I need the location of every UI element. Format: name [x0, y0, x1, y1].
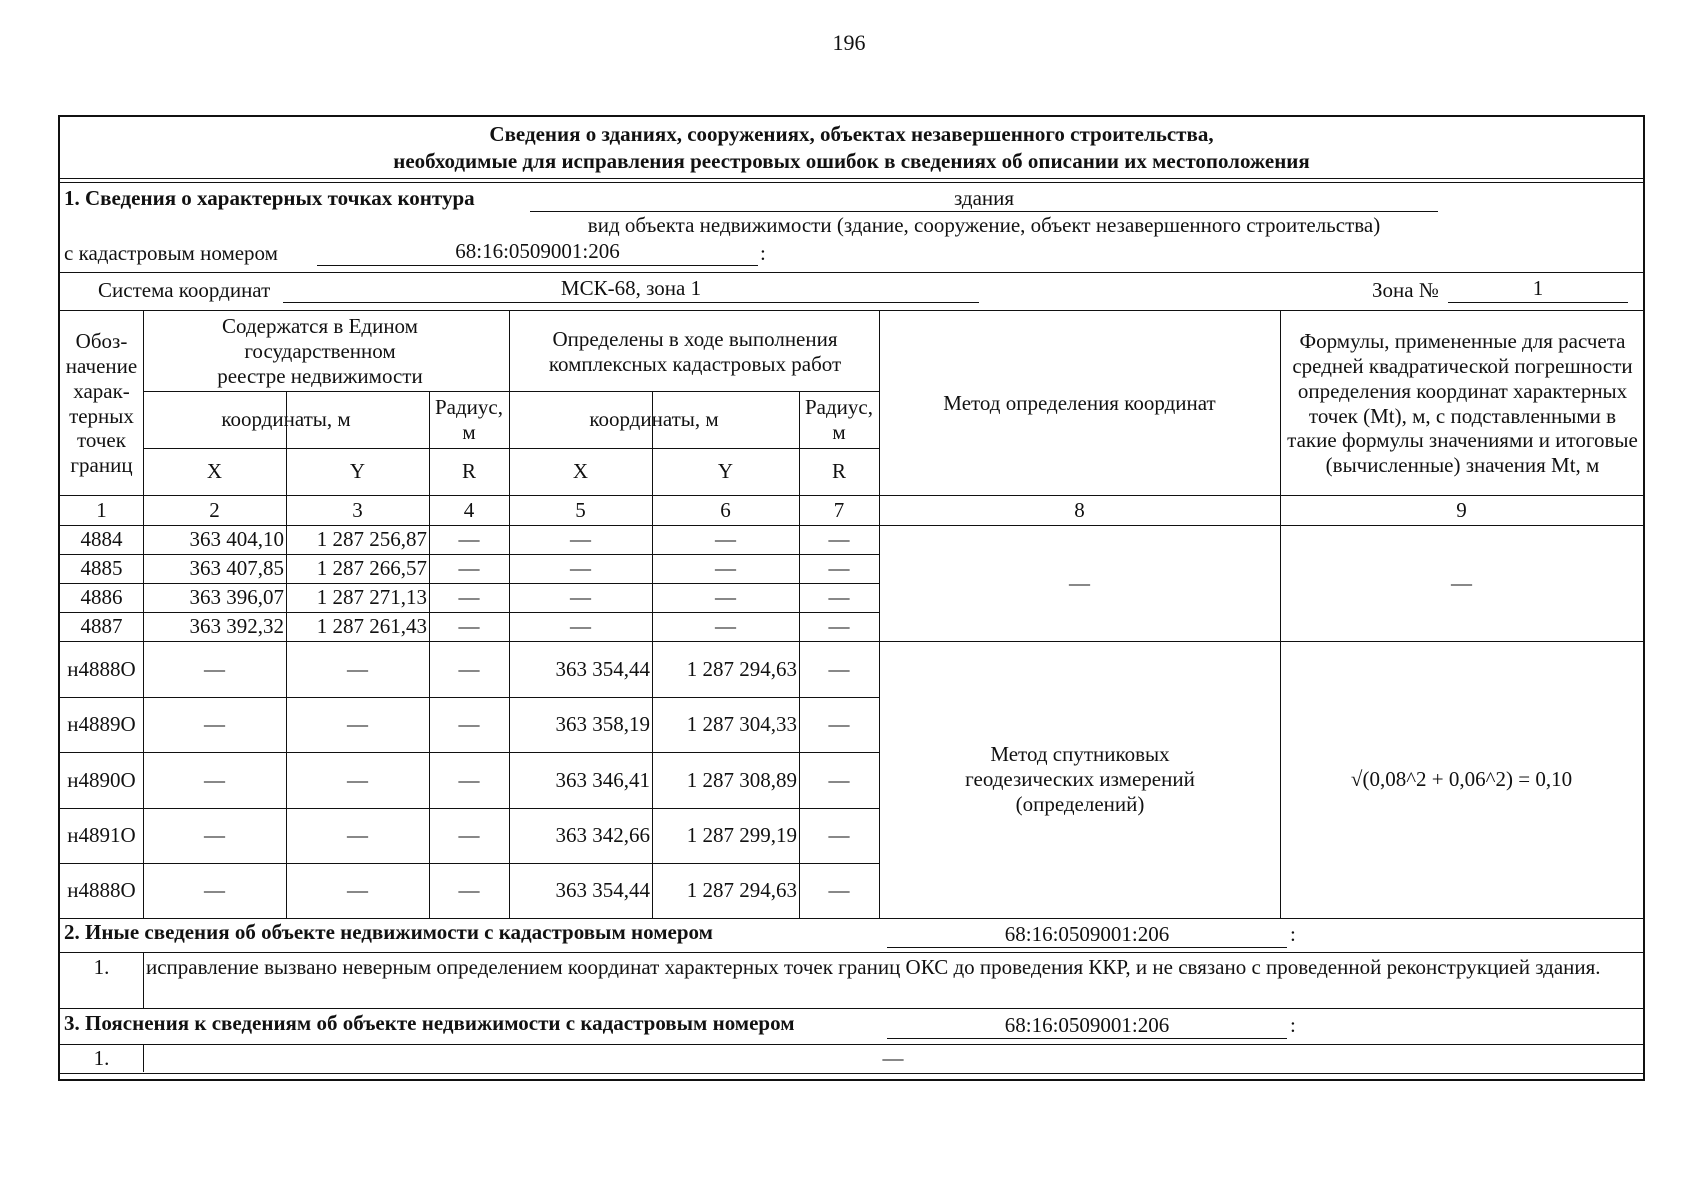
y-value: 1 287 266,57: [316, 556, 427, 580]
header-kkr-coords: координаты, м: [589, 407, 719, 432]
col-number-2: 2: [209, 497, 220, 522]
y2-value: 1 287 299,19: [686, 823, 797, 847]
x-value: 363 404,10: [189, 527, 284, 551]
r2-value: —: [828, 585, 850, 610]
r-value: —: [458, 767, 480, 792]
x-value: —: [204, 712, 225, 737]
section2-item-text: исправление вызвано неверным определением координат характерных точек границ ОКС до проведения ККР, и не связано с проведенной реконструкцией здания.: [146, 955, 1601, 979]
header-kkr-radius: Радиус, м: [805, 394, 873, 444]
x2-value: 363 346,41: [555, 767, 650, 792]
header-y-1: Y: [349, 459, 366, 484]
r-value: —: [458, 527, 480, 552]
x-value: 363 407,85: [189, 556, 284, 580]
header-y-2: Y: [717, 459, 734, 484]
y2-value: —: [715, 585, 736, 610]
point-id: 4884: [80, 527, 123, 552]
y-value: 1 287 271,13: [316, 585, 427, 609]
point-id: 4886: [80, 585, 123, 610]
header-kkr: Определены в ходе выполнения комплексных кадастровых работ: [548, 326, 842, 376]
r-value: —: [458, 656, 480, 681]
header-egrn-radius: Радиус, м: [435, 394, 503, 444]
section1-heading: 1. Сведения о характерных точках контура: [64, 186, 475, 210]
y-value: —: [347, 767, 368, 792]
y2-value: 1 287 308,89: [686, 767, 797, 792]
group2-method: Метод спутниковых геодезических измерений (определений): [965, 742, 1195, 816]
r2-value: —: [828, 823, 850, 848]
point-id: н4889О: [67, 712, 136, 737]
r-value: —: [458, 712, 480, 737]
x-value: —: [204, 878, 225, 903]
page-number: 196: [832, 30, 866, 55]
r2-value: —: [828, 712, 850, 737]
r2-value: —: [828, 767, 850, 792]
x-value: —: [204, 823, 225, 848]
point-id: н4890О: [67, 767, 136, 792]
header-egrn-coords: координаты, м: [221, 407, 351, 432]
col-number-8: 8: [1074, 497, 1085, 522]
cadastral-label: с кадастровым номером: [64, 241, 278, 265]
col-number-5: 5: [575, 497, 586, 522]
x2-value: —: [570, 585, 591, 610]
point-id: 4887: [80, 614, 123, 639]
cadastral-number-2: 68:16:0509001:206: [1004, 921, 1170, 946]
y2-value: —: [715, 527, 736, 552]
group2-formula: √(0,08^2 + 0,06^2) = 0,10: [1350, 767, 1573, 792]
object-kind-caption: вид объекта недвижимости (здание, сооружение, объект незавершенного строительства): [587, 212, 1381, 237]
coord-system-value: МСК-68, зона 1: [560, 275, 702, 300]
point-id: 4885: [80, 556, 123, 581]
r2-value: —: [828, 656, 850, 681]
col-number-3: 3: [352, 497, 363, 522]
x2-value: 363 354,44: [555, 878, 650, 902]
x2-value: 363 354,44: [555, 656, 650, 681]
r2-value: —: [828, 878, 850, 903]
cadastral-colon-3: :: [1290, 1013, 1296, 1037]
x-value: 363 392,32: [189, 614, 284, 638]
col-number-7: 7: [833, 497, 845, 522]
section3-item-number: 1.: [93, 1046, 110, 1071]
y-value: —: [347, 712, 368, 737]
x-value: 363 396,07: [189, 585, 284, 609]
cadastral-colon-2: :: [1290, 922, 1296, 946]
cadastral-colon-1: :: [760, 241, 766, 265]
object-kind-value: здания: [953, 185, 1015, 210]
title-line-2: необходимые для исправления реестровых ошибок в сведениях об описании их местоположения: [393, 148, 1310, 173]
header-r-1: R: [461, 459, 476, 484]
cadastral-number-1: 68:16:0509001:206: [455, 238, 620, 263]
header-method: Метод определения координат: [943, 391, 1216, 416]
r-value: —: [458, 556, 480, 581]
point-id: н4888О: [67, 878, 136, 903]
r-value: —: [458, 585, 480, 610]
x-value: —: [204, 767, 225, 792]
header-x-2: X: [572, 459, 589, 484]
x2-value: —: [570, 527, 591, 552]
y-value: —: [347, 878, 368, 903]
col-number-6: 6: [720, 497, 731, 522]
title-line-1: Сведения о зданиях, сооружениях, объектах незавершенного строительства,: [489, 121, 1214, 146]
header-r-2: R: [831, 459, 846, 484]
header-point-designation: Обоз- начение харак- терных точек границ: [65, 329, 138, 478]
x2-value: 363 358,19: [555, 712, 650, 736]
cadastral-number-3: 68:16:0509001:206: [1004, 1012, 1170, 1037]
r2-value: —: [828, 556, 850, 581]
point-id: н4891О: [67, 823, 136, 848]
y-value: 1 287 256,87: [316, 527, 427, 551]
x2-value: 363 342,66: [555, 823, 650, 847]
col-number-1: 1: [96, 497, 107, 522]
section2-heading: 2. Иные сведения об объекте недвижимости с кадастровым номером: [64, 920, 713, 944]
cadastral-form: [58, 115, 1645, 1081]
section2-item-number: 1.: [93, 954, 110, 979]
header-formula: Формулы, примененные для расчета средней квадратической погрешности определения координат характерных точек (Mt), м, с подставленными в такие формулы значениями и итоговые (вычисленные) значения Mt, м: [1287, 329, 1638, 478]
r-value: —: [458, 614, 480, 639]
x2-value: —: [570, 614, 591, 639]
r-value: —: [458, 823, 480, 848]
y2-value: —: [715, 614, 736, 639]
y-value: —: [347, 656, 368, 681]
group1-formula: —: [1451, 570, 1472, 595]
y-value: —: [347, 823, 368, 848]
x2-value: —: [570, 556, 591, 581]
section3-item-text: —: [882, 1046, 904, 1071]
y2-value: 1 287 304,33: [686, 712, 797, 736]
r2-value: —: [828, 527, 850, 552]
y2-value: 1 287 294,63: [686, 656, 797, 681]
section3-heading: 3. Пояснения к сведениям об объекте недвижимости с кадастровым номером: [64, 1011, 795, 1035]
group1-method: —: [1069, 570, 1090, 595]
coord-system-label: Система координат: [98, 278, 271, 302]
y2-value: —: [715, 556, 736, 581]
r2-value: —: [828, 614, 850, 639]
col-number-4: 4: [463, 497, 475, 522]
y2-value: 1 287 294,63: [686, 878, 797, 902]
header-egrn: Содержатся в Едином государственном реестре недвижимости: [217, 314, 423, 388]
point-id: н4888О: [67, 656, 136, 681]
x-value: —: [204, 656, 225, 681]
header-x-1: X: [206, 459, 223, 484]
col-number-9: 9: [1456, 497, 1467, 522]
zone-value: 1: [1532, 275, 1544, 300]
y-value: 1 287 261,43: [316, 614, 427, 638]
r-value: —: [458, 878, 480, 903]
zone-label: Зона №: [1372, 278, 1439, 302]
